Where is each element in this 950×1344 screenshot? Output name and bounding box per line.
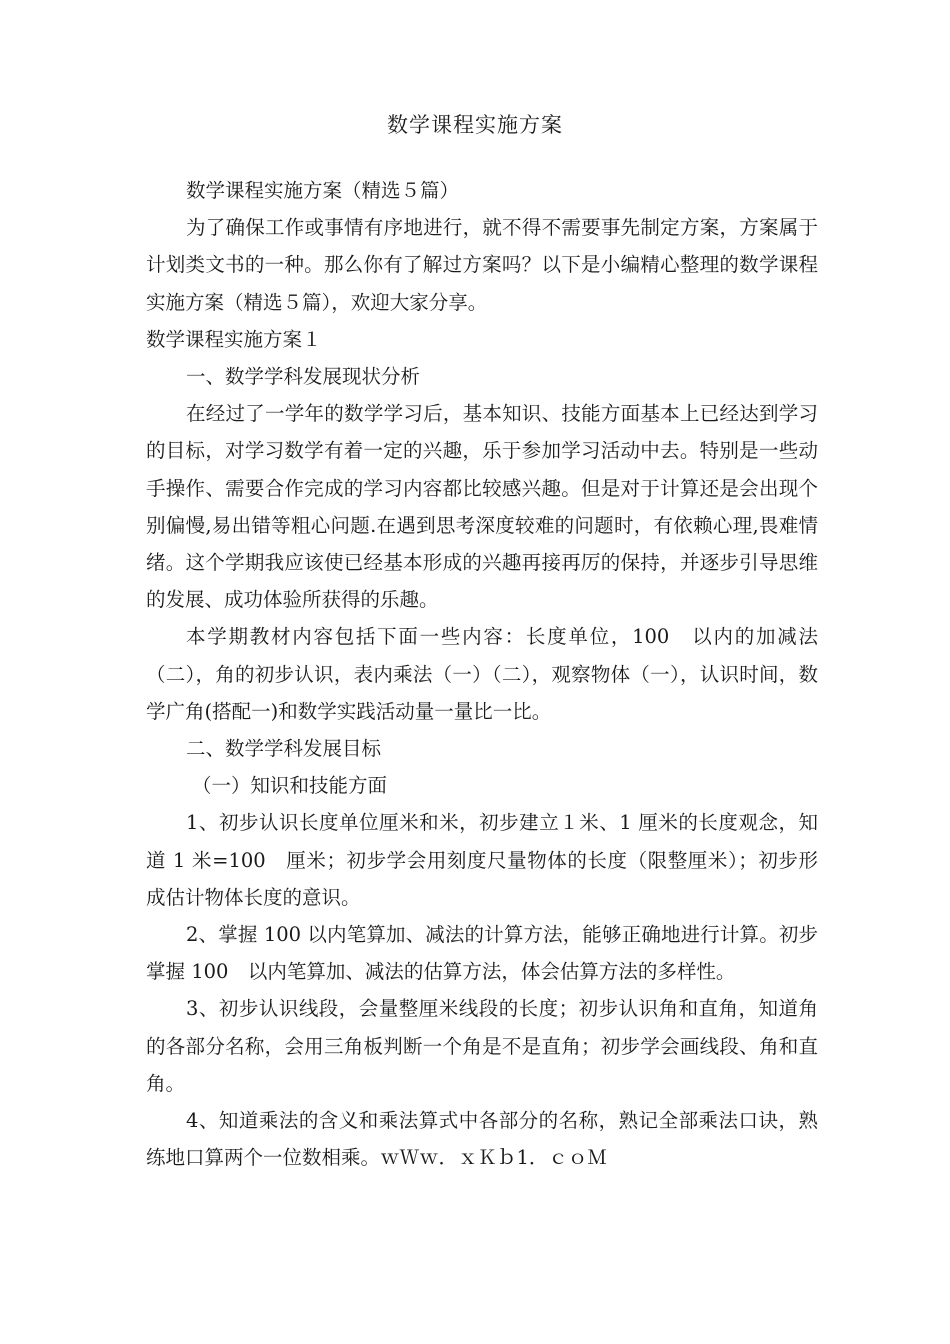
list-item-goal-1: 1、初步认识长度单位厘米和米，初步建立１米、1 厘米的长度观念，知道 1 米=100 厘米；初步学会用刻度尺量物体的长度（限整厘米）；初步形成估计物体长度的意识。 (146, 811, 818, 909)
list-item-goal-3: 3、初步认识线段，会量整厘米线段的长度；初步认识角和直角，知道角的各部分名称，会用三角板判断一个角是不是直角；初步学会画线段、角和直角。 (146, 997, 818, 1095)
document-title: 数学课程实施方案 (387, 113, 563, 137)
paragraph-status-analysis: 在经过了一学年的数学学习后，基本知识、技能方面基本上已经达到学习的目标，对学习数学有着一定的兴趣，乐于参加学习活动中去。特别是一些动手操作、需要合作完成的学习内容都比较感兴趣。但是对于计算还是会出现个别偏慢,易出错等粗心问题.在遇到思考深度较难的问题时，有依赖心理,畏难情绪。这个学期我应该使已经基本形成的兴趣再接再厉的保持，并逐步引导思维的发展、成功体验所获得的乐趣。 (146, 402, 818, 612)
paragraph-textbook-content: 本学期教材内容包括下面一些内容：长度单位，100 以内的加减法（二），角的初步认识，表内乘法（一）（二），观察物体（一），认识时间，数学广角(搭配一)和数学实践活动量一量比一比。 (146, 625, 818, 723)
list-item-goal-2: 2、掌握 100 以内笔算加、减法的计算方法，能够正确地进行计算。初步掌握 100 以内笔算加、减法的估算方法，体会估算方法的多样性。 (146, 923, 818, 984)
section-heading-goals: 二、数学学科发展目标 (186, 737, 382, 761)
section-heading-plan-1: 数学课程实施方案１ (146, 327, 322, 351)
document-body (146, 172, 818, 1176)
paragraph-subtitle: 数学课程实施方案（精选５篇） (186, 179, 460, 202)
paragraph-intro: 为了确保工作或事情有序地进行，就不得不需要事先制定方案，方案属于计划类文书的一种。那么你有了解过方案吗？以下是小编精心整理的数学课程实施方案（精选５篇），欢迎大家分享。 (146, 216, 818, 314)
list-item-goal-4: 4、知道乘法的含义和乘法算式中各部分的名称，熟记全部乘法口诀，熟练地口算两个一位数相乘。ｗＷｗ．ｘＫｂ1．ｃｏＭ (146, 1109, 818, 1170)
section-heading-status: 一、数学学科发展现状分析 (186, 365, 421, 389)
subsection-heading-knowledge: （一）知识和技能方面 (192, 774, 388, 798)
